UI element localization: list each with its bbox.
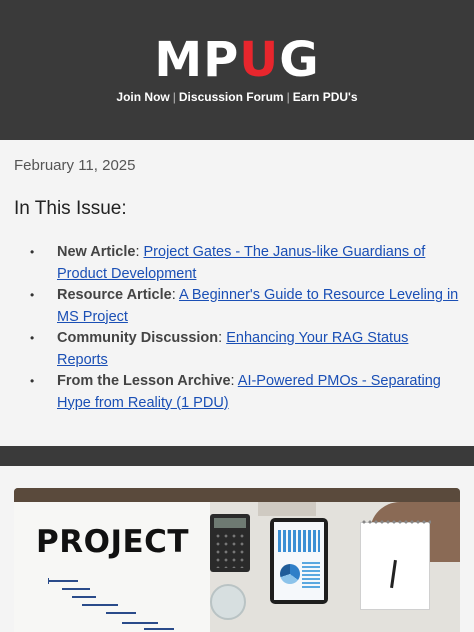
tablet-line-chart bbox=[302, 562, 320, 588]
mpug-logo[interactable] bbox=[0, 34, 474, 86]
calculator-keys bbox=[214, 532, 246, 568]
list-item bbox=[30, 328, 460, 371]
gantt-bar bbox=[48, 580, 78, 582]
label-separator: : bbox=[218, 330, 223, 346]
list-item bbox=[30, 371, 460, 414]
nav-join-now[interactable]: Join Now bbox=[116, 90, 170, 104]
item-link-project-gates[interactable]: Project Gates - The Janus-like Guardians of Product Development bbox=[57, 244, 426, 282]
header-nav bbox=[0, 89, 474, 105]
nav-earn-pdus[interactable]: Earn PDU's bbox=[292, 90, 358, 104]
item-label: New Article bbox=[57, 244, 136, 260]
item-link-ai-pmos[interactable]: AI-Powered PMOs - Separating Hype from Reality (1 PDU) bbox=[57, 373, 441, 411]
nav-separator: | bbox=[172, 90, 176, 104]
issue-heading: In This Issue: bbox=[14, 198, 127, 219]
bullet-icon: • bbox=[30, 374, 35, 388]
bullet-icon: • bbox=[30, 288, 35, 302]
list-item bbox=[30, 285, 460, 328]
gantt-bar bbox=[72, 596, 96, 598]
gantt-bar bbox=[82, 604, 118, 606]
gantt-bar bbox=[106, 612, 136, 614]
hero-image[interactable] bbox=[14, 488, 460, 632]
gantt-tick bbox=[48, 578, 49, 584]
issue-list bbox=[30, 242, 460, 414]
tablet-icon bbox=[270, 518, 328, 604]
gantt-bar bbox=[144, 628, 174, 630]
label-separator: : bbox=[230, 373, 235, 389]
item-label: From the Lesson Archive bbox=[57, 373, 231, 389]
issue-date: February 11, 2025 bbox=[14, 157, 136, 174]
logo-text-1: MP bbox=[154, 32, 240, 88]
item-label: Community Discussion bbox=[57, 330, 219, 346]
list-item bbox=[30, 242, 460, 285]
gantt-bar bbox=[122, 622, 158, 624]
desk-edge bbox=[14, 488, 460, 502]
tablet-pie-chart bbox=[280, 564, 300, 584]
phone-shape bbox=[258, 502, 316, 516]
item-link-resource-leveling[interactable]: A Beginner's Guide to Resource Leveling in MS Project bbox=[57, 287, 459, 325]
section-divider bbox=[0, 446, 474, 466]
tablet-bar-chart bbox=[278, 530, 320, 552]
item-label: Resource Article bbox=[57, 287, 172, 303]
nav-discussion-forum[interactable]: Discussion Forum bbox=[178, 90, 284, 104]
notepad-spiral bbox=[361, 519, 431, 525]
hero-project-word: PROJECT bbox=[36, 524, 190, 560]
calculator-icon bbox=[210, 514, 250, 572]
item-link-rag-status[interactable]: Enhancing Your RAG Status Reports bbox=[57, 330, 409, 368]
logo-text-accent: U bbox=[239, 32, 280, 88]
email-header bbox=[0, 0, 474, 140]
label-separator: : bbox=[135, 244, 140, 260]
bullet-icon: • bbox=[30, 331, 35, 345]
issue-section bbox=[0, 140, 474, 446]
nav-separator: | bbox=[286, 90, 290, 104]
gantt-bar bbox=[62, 588, 90, 590]
calculator-screen bbox=[214, 518, 246, 528]
label-separator: : bbox=[171, 287, 176, 303]
logo-text-2: G bbox=[279, 32, 320, 88]
water-glass-icon bbox=[210, 584, 246, 620]
bullet-icon: • bbox=[30, 245, 35, 259]
